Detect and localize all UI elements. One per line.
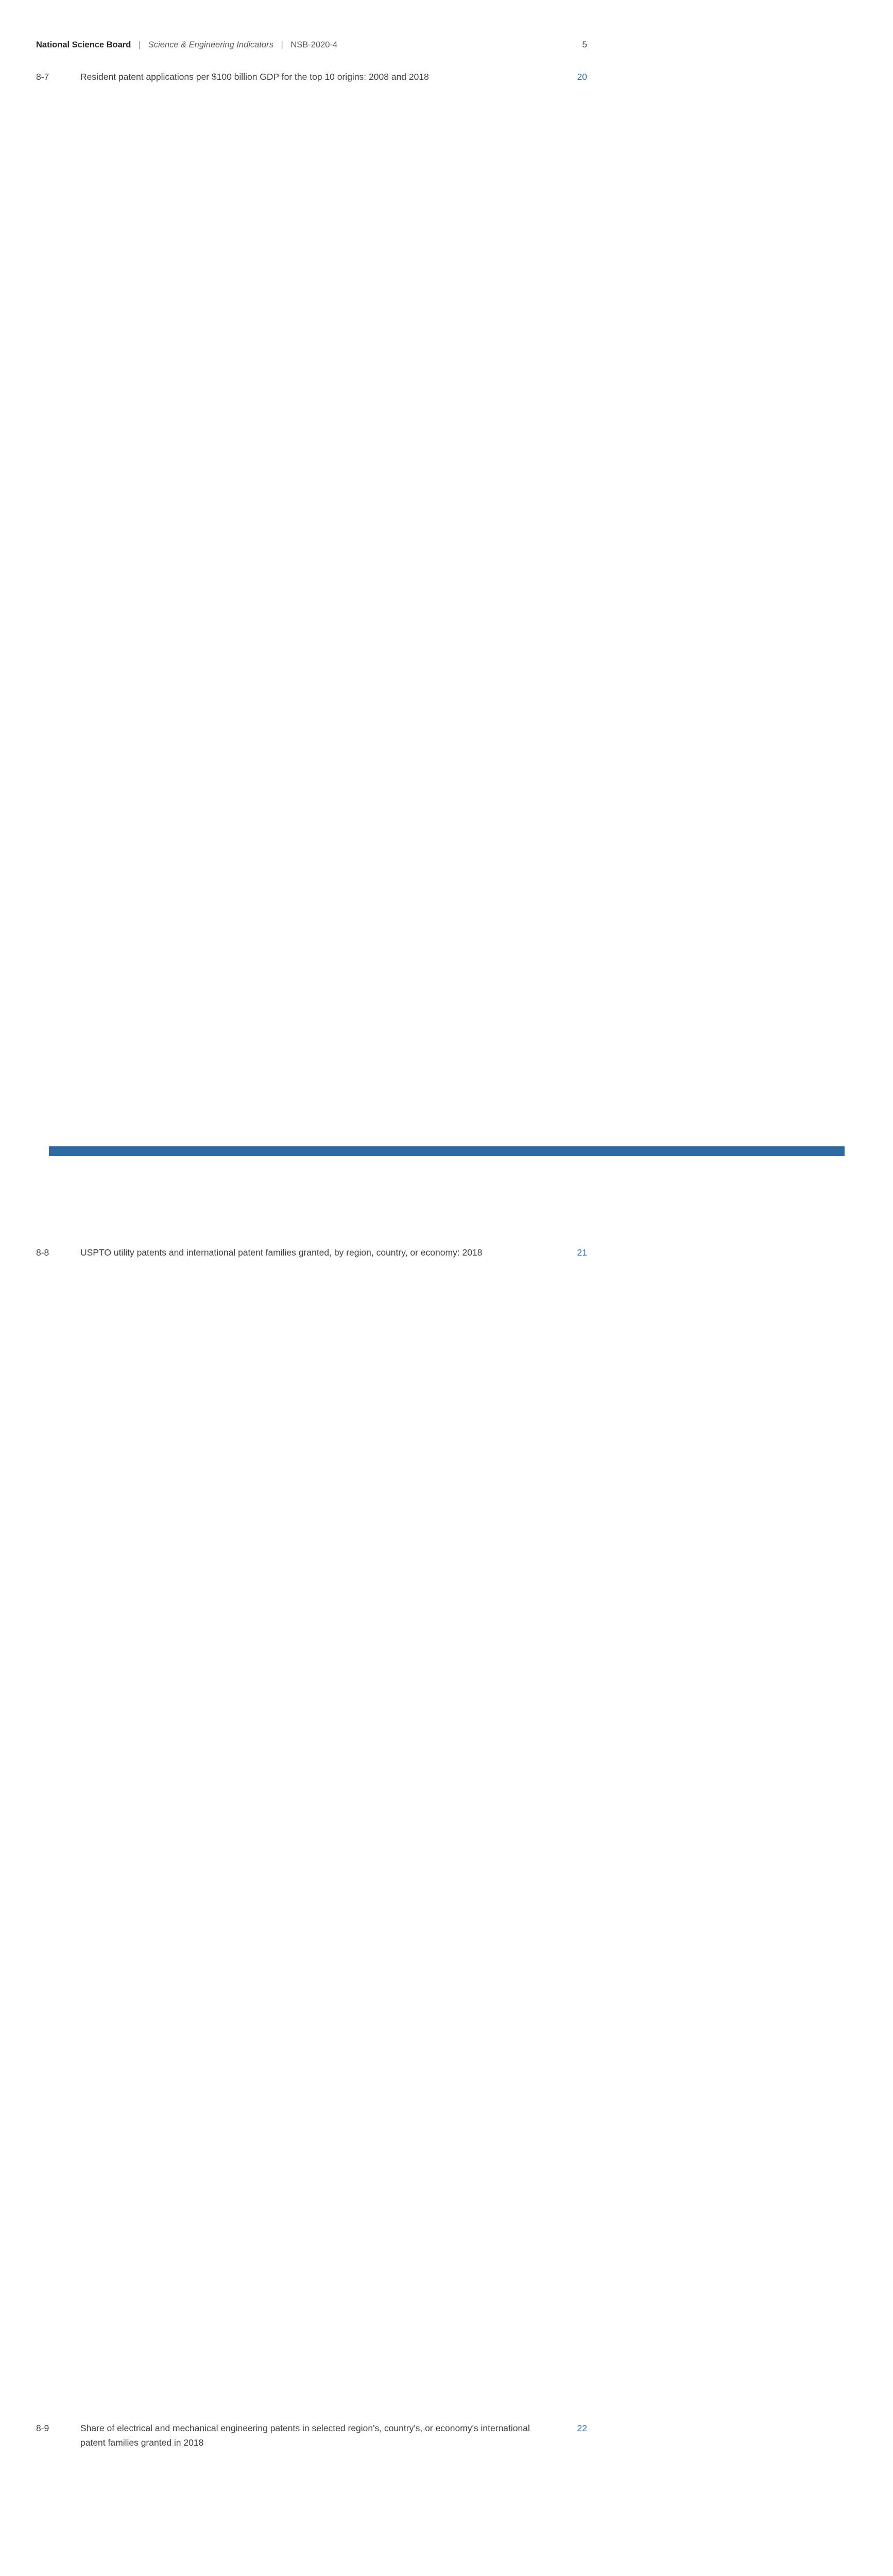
header-divider: | bbox=[138, 40, 141, 49]
running-header bbox=[36, 39, 337, 50]
figure-title: USPTO utility patents and international patent families granted, by region, country, or economy: 2018 bbox=[80, 1247, 483, 1258]
page-header bbox=[36, 0, 587, 50]
header-page-number: 5 bbox=[582, 40, 587, 49]
figure-number: 8-8 bbox=[36, 1247, 49, 1258]
footer-bar bbox=[49, 1146, 845, 1156]
figure-page-link[interactable]: 21 bbox=[560, 1245, 587, 2401]
figure-list bbox=[36, 70, 587, 2576]
header-org: National Science Board bbox=[36, 40, 131, 49]
figure-row bbox=[36, 2421, 587, 2576]
figure-title: Resident patent applications per $100 billion GDP for the top 10 origins: 2008 and 2018 bbox=[80, 72, 429, 82]
figure-row bbox=[36, 70, 587, 1226]
header-publication: Science & Engineering Indicators bbox=[148, 40, 273, 49]
figure-page-link[interactable]: 22 bbox=[560, 2421, 587, 2576]
figure-number: 8-9 bbox=[36, 2423, 49, 2433]
figure-page-link[interactable]: 20 bbox=[560, 70, 587, 1226]
figure-number: 8-7 bbox=[36, 72, 49, 82]
header-report-id: NSB-2020-4 bbox=[290, 40, 338, 49]
figure-title: Share of electrical and mechanical engineering patents in selected region's, country's, or economy's international patent families granted in 2018 bbox=[80, 2423, 530, 2448]
figure-row bbox=[36, 1245, 587, 2401]
header-divider: | bbox=[281, 40, 283, 49]
